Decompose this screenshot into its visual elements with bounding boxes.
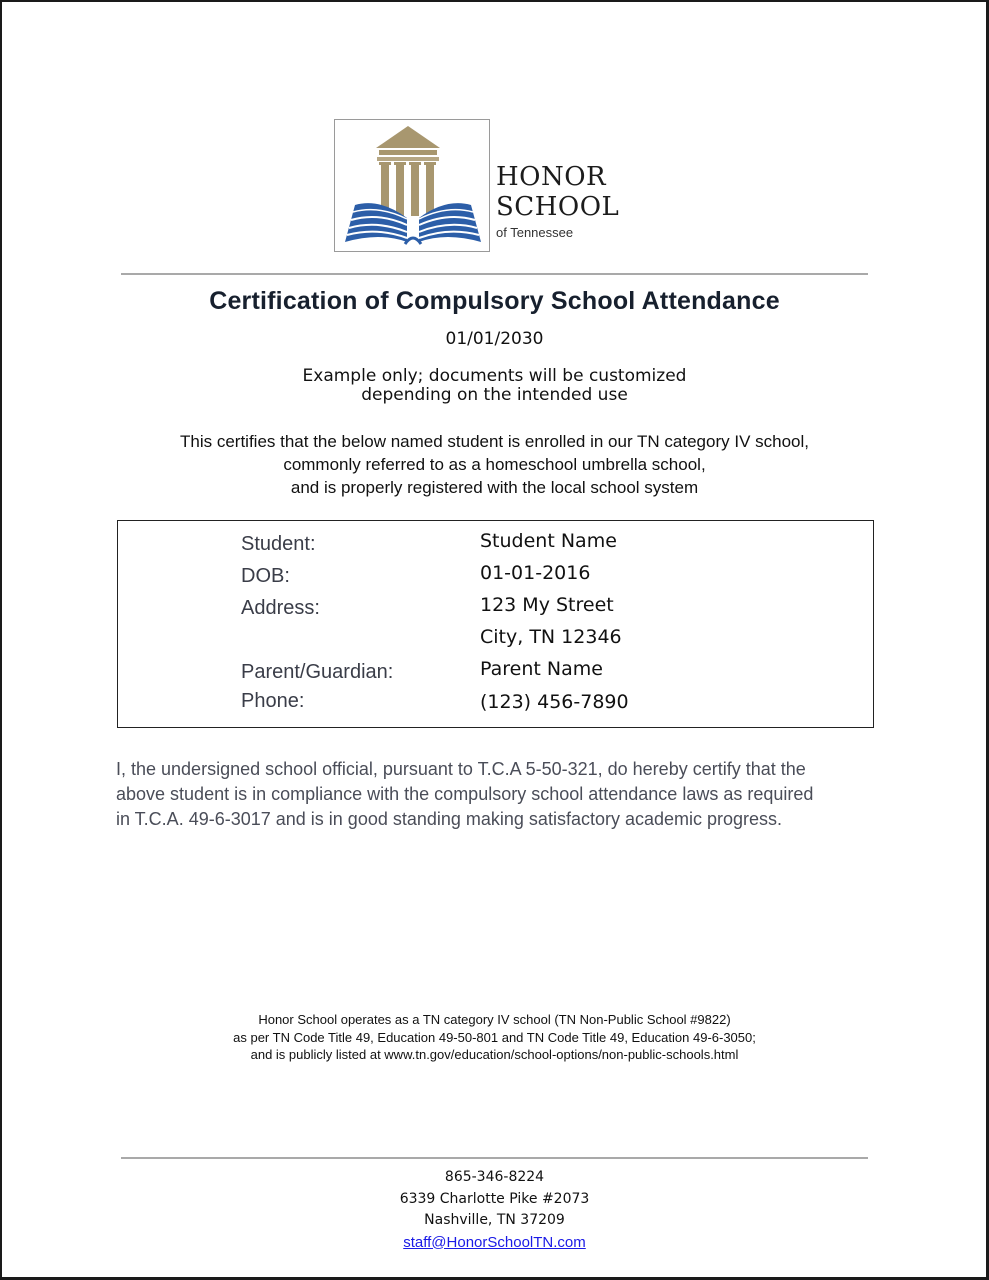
info-label: Phone: xyxy=(241,690,305,712)
footer-divider xyxy=(121,1157,868,1159)
legal-line: and is publicly listed at www.tn.gov/education/school-options/non-public-schools.html xyxy=(250,1047,739,1062)
legal-notice xyxy=(0,1011,989,1064)
info-row-parent xyxy=(118,658,873,690)
info-value: Student Name xyxy=(480,530,617,552)
info-row-student xyxy=(118,530,873,562)
document-date: 01/01/2030 xyxy=(445,329,544,349)
contact-address-line2: Nashville, TN 37209 xyxy=(424,1212,565,1228)
info-row-phone xyxy=(118,690,873,722)
certification-statement xyxy=(116,757,876,832)
info-value: Parent Name xyxy=(480,658,603,680)
wordmark-honor: HONOR xyxy=(496,162,607,192)
contact-email-link[interactable]: staff@HonorSchoolTN.com xyxy=(403,1233,586,1251)
info-value: City, TN 12346 xyxy=(480,626,622,648)
certification-line: I, the undersigned school official, pursuant to T.C.A 5-50-321, do hereby certify that the xyxy=(116,759,806,779)
disclaimer xyxy=(0,367,989,405)
document-title: Certification of Compulsory School Attendance xyxy=(209,287,780,315)
info-value: (123) 456-7890 xyxy=(480,691,629,713)
info-label: DOB: xyxy=(241,565,290,587)
info-label: Parent/Guardian: xyxy=(241,661,394,683)
info-label: Address: xyxy=(241,597,320,619)
student-info-box xyxy=(117,520,874,728)
info-value: 01-01-2016 xyxy=(480,562,591,584)
info-row-dob xyxy=(118,562,873,594)
header-divider xyxy=(121,273,868,275)
legal-line: Honor School operates as a TN category IV school (TN Non-Public School #9822) xyxy=(258,1012,731,1027)
intro-line: commonly referred to as a homeschool umbrella school, xyxy=(283,455,706,474)
certification-line: in T.C.A. 49-6-3017 and is in good standing making satisfactory academic progress. xyxy=(116,809,783,829)
contact-address-line1: 6339 Charlotte Pike #2073 xyxy=(399,1190,590,1207)
certification-line: above student is in compliance with the compulsory school attendance laws as required xyxy=(116,784,814,804)
info-value: 123 My Street xyxy=(480,594,614,616)
wordmark-subtitle: of Tennessee xyxy=(496,225,574,240)
info-row-address-line2 xyxy=(118,626,873,658)
intro-statement xyxy=(0,430,989,499)
info-row-address xyxy=(118,594,873,626)
intro-line: and is properly registered with the local school system xyxy=(290,478,699,497)
wordmark-school: SCHOOL xyxy=(496,192,620,222)
columns-over-open-book-icon xyxy=(335,120,491,253)
school-wordmark xyxy=(496,162,619,240)
disclaimer-line: Example only; documents will be customized xyxy=(302,366,687,386)
intro-line: This certifies that the below named student is enrolled in our TN category IV school, xyxy=(179,432,809,451)
contact-footer xyxy=(0,1167,989,1254)
info-label: Student: xyxy=(241,533,316,555)
contact-phone: 865-346-8224 xyxy=(444,1169,545,1185)
disclaimer-line: depending on the intended use xyxy=(361,385,628,405)
school-logo xyxy=(334,119,490,252)
legal-line: as per TN Code Title 49, Education 49-50-801 and TN Code Title 49, Education 49-6-3050; xyxy=(233,1029,756,1045)
